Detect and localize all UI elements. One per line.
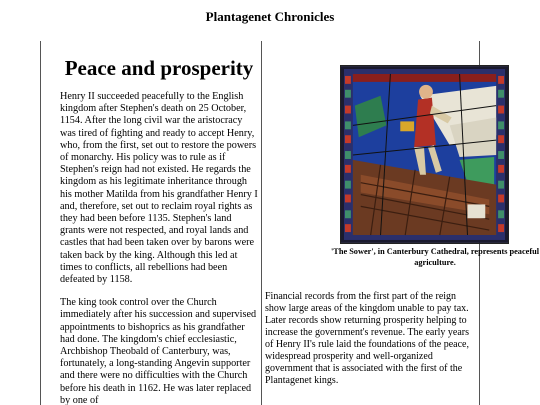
article-left-column [60, 56, 258, 405]
column-divider-middle [261, 41, 262, 405]
article-paragraph: Henry II succeeded peacefully to the English kingdom after Stephen's death on 25 October, 1154. After the long civil war the aristocracy was tired of fighting and ready to accept Henry, who, from the first, set out to restore the powers of monarchy. His policy was to rule as if Stephen's reign had not existed. He regards the kingdom as his legitimate inheritance through his mother Matilda from his grandfather Henry I and, therefore, set out to reclaim royal rights as they had been before 1135. Stephen's land grants were not respected, and royal lands and castles that had been taken over by barons were taken back by the king. Although this led at times to conflicts, all rebellions had been defeated by 1158. [60, 91, 258, 286]
column-divider-left [40, 41, 41, 405]
article-right-column [265, 291, 479, 398]
article-paragraph: The king took control over the Church immediately after his succession and supervised appointments to bishoprics as his grandfather had done. The kingdom's chief ecclesiastic, Archbishop Theobald of Canterbury, was, fortunately, a long-standing Angevin supporter and there were no difficulties with the Church before his death in 1162. He was later replaced by one of [60, 297, 257, 405]
site-title: Plantagenet Chronicles [205, 9, 335, 24]
article-heading: Peace and prosperity [64, 56, 254, 80]
figure-caption: 'The Sower', in Canterbury Cathedral, represents peaceful agriculture. [330, 247, 540, 267]
stained-glass-window-image [340, 65, 509, 244]
figure-stained-glass [340, 65, 509, 244]
article-paragraph: Financial records from the first part of the reign show large areas of the kingdom unable to pay tax. Later records show returning prosperity helping to increase the government's revenue. The early years of Henry II's rule laid the foundations of the peace, widespread prosperity and well-organized government that is associated with the first of the Plantagenet kings. [265, 291, 470, 386]
